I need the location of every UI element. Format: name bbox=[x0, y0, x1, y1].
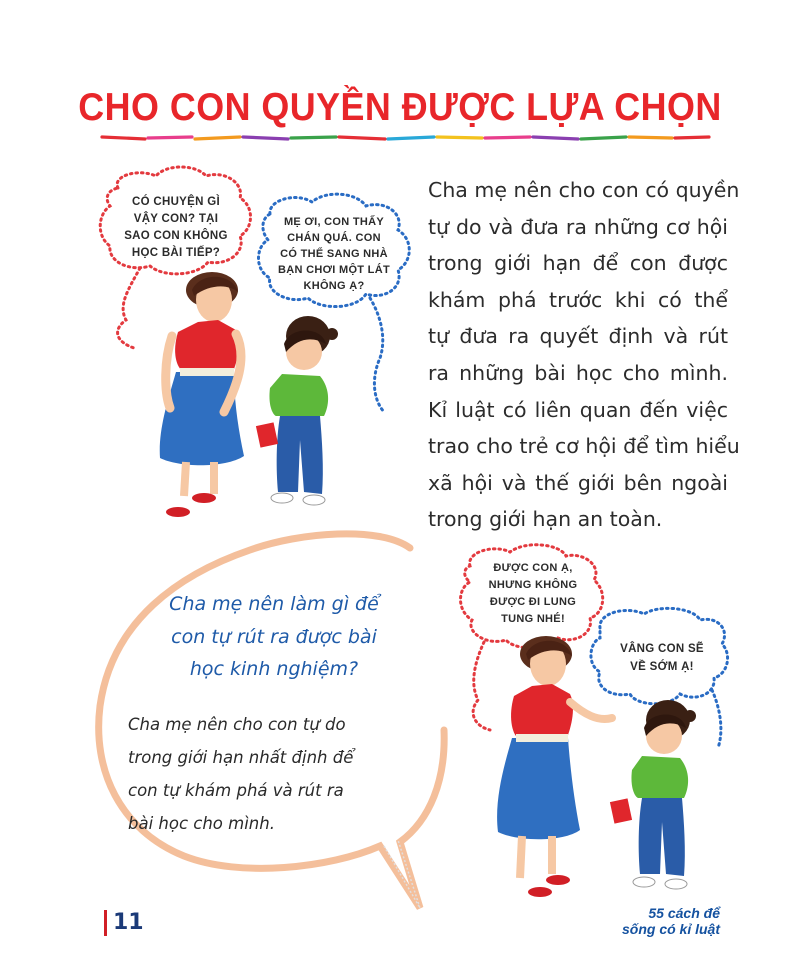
child-figure-bottom bbox=[610, 700, 696, 889]
paragraph-line: tự đưa ra quyết định và rút bbox=[428, 324, 728, 349]
mother-figure-top bbox=[160, 272, 244, 517]
speech-line: VỀ SỚM Ạ! bbox=[630, 661, 694, 673]
brand-line: 55 cách để bbox=[648, 905, 720, 921]
paragraph-line: Kỉ luật có liên quan đến việc bbox=[428, 397, 728, 422]
speech-text-child-bottom bbox=[604, 640, 720, 676]
speech-text-child-top bbox=[272, 214, 396, 294]
speech-line: HỌC BÀI TIẾP? bbox=[131, 247, 221, 259]
question-line: học kinh nghiệm? bbox=[189, 658, 359, 680]
speech-line: SAO CON KHÔNG bbox=[124, 230, 228, 242]
qa-question bbox=[160, 588, 388, 686]
speech-line: VÂNG CON SẼ bbox=[620, 643, 704, 655]
speech-text-mother-bottom bbox=[474, 560, 592, 628]
paragraph-line: trao cho trẻ cơ hội để tìm hiểu bbox=[428, 434, 740, 459]
speech-line: BẠN CHƠI MỘT LÁT bbox=[278, 264, 390, 276]
main-paragraph bbox=[428, 172, 740, 538]
question-line: Cha mẹ nên làm gì để bbox=[169, 593, 379, 615]
speech-line: KHÔNG Ạ? bbox=[303, 280, 365, 292]
page-number: 11 bbox=[104, 910, 144, 936]
speech-line: CHÁN QUÁ. CON bbox=[287, 232, 381, 244]
speech-line: CÓ CHUYỆN GÌ bbox=[132, 196, 220, 208]
paragraph-line: xã hội và thế giới bên ngoài bbox=[428, 470, 728, 495]
qa-answer bbox=[128, 708, 378, 840]
speech-line: MẸ ƠI, CON THẤY bbox=[283, 216, 385, 228]
page-title: CHO CON QUYỀN ĐƯỢC LỰA CHỌN bbox=[78, 86, 722, 129]
paragraph-line: trong giới hạn an toàn. bbox=[428, 507, 663, 532]
answer-line: bài học cho mình. bbox=[128, 814, 275, 833]
book-brand bbox=[622, 905, 720, 937]
speech-line: TUNG NHÉ! bbox=[501, 613, 565, 625]
answer-line: trong giới hạn nhất định để bbox=[128, 748, 354, 767]
speech-line: CÓ THỂ SANG NHÀ bbox=[280, 248, 388, 260]
child-figure-top bbox=[256, 316, 338, 505]
speech-text-mother-top bbox=[116, 194, 236, 262]
speech-line: VẬY CON? TẠI bbox=[133, 213, 219, 225]
speech-line: NHƯNG KHÔNG bbox=[488, 579, 578, 591]
paragraph-line: tự do và đưa ra những cơ hội bbox=[428, 214, 728, 239]
paragraph-line: khám phá trước khi có thể bbox=[428, 287, 728, 312]
paragraph-line: trong giới hạn để con được bbox=[428, 251, 728, 276]
brand-line: sống có kỉ luật bbox=[621, 921, 720, 937]
question-line: con tự rút ra được bài bbox=[171, 625, 377, 648]
answer-line: Cha mẹ nên cho con tự do bbox=[128, 715, 346, 734]
paragraph-line: ra những bài học cho mình. bbox=[428, 360, 728, 385]
answer-line: con tự khám phá và rút ra bbox=[128, 781, 344, 800]
speech-line: ĐƯỢC ĐI LUNG bbox=[489, 596, 577, 608]
speech-line: ĐƯỢC CON Ạ, bbox=[493, 562, 573, 574]
mother-figure-bottom bbox=[497, 636, 612, 897]
paragraph-line: Cha mẹ nên cho con có quyền bbox=[428, 178, 740, 202]
